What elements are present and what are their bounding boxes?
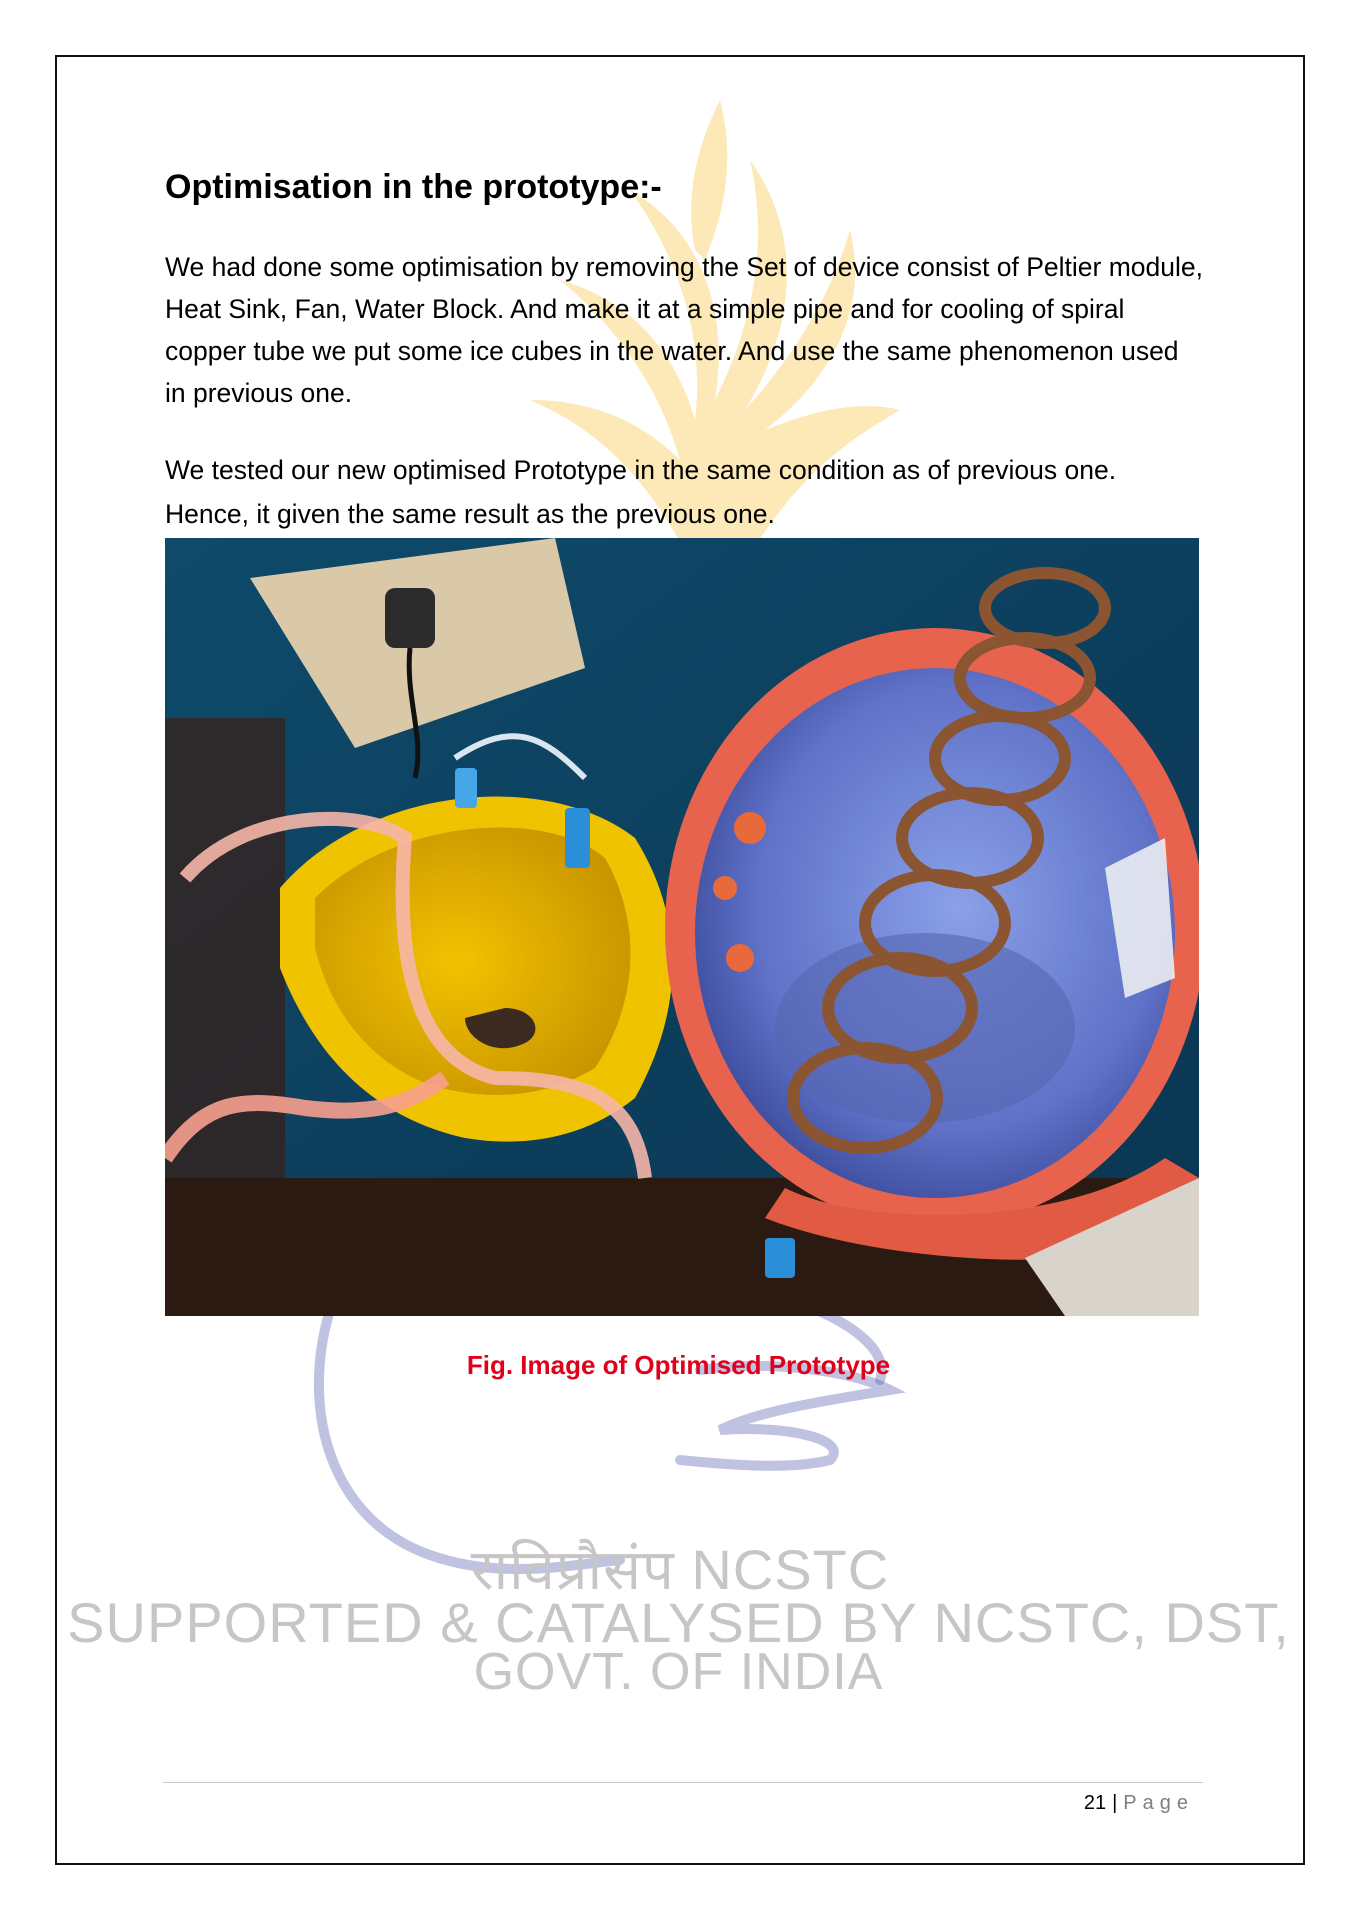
page-label: Page — [1123, 1792, 1194, 1814]
page-separator: | — [1112, 1792, 1118, 1814]
paragraph-1: We had done some optimisation by removing the Set of device consist of Peltier module, Heat Sink, Fan, Water Block. And make it at a simple pipe and for cooling of spiral copper tube we put some ice cubes in the water. And use the same phenomenon used in previous one. — [165, 252, 1203, 408]
footer-divider — [163, 1782, 1203, 1783]
section-title: Optimisation in the prototype:- — [165, 168, 662, 206]
page-number: 21 — [1083, 1792, 1107, 1814]
watermark-hindi-text: राविप्रौसंप NCSTC — [470, 1538, 890, 1601]
figure-caption: Fig. Image of Optimised Prototype — [466, 1350, 891, 1380]
page-number-footer — [1084, 1792, 1194, 1815]
prototype-photo — [165, 538, 1199, 1316]
watermark-line-2: GOVT. OF INDIA — [473, 1643, 884, 1701]
paragraph-2: We tested our new optimised Prototype in the same condition as of previous one. Hence, it given the same result as the previous one. — [165, 455, 1117, 529]
watermark-line-1: SUPPORTED & CATALYSED BY NCSTC, DST, — [67, 1591, 1290, 1654]
